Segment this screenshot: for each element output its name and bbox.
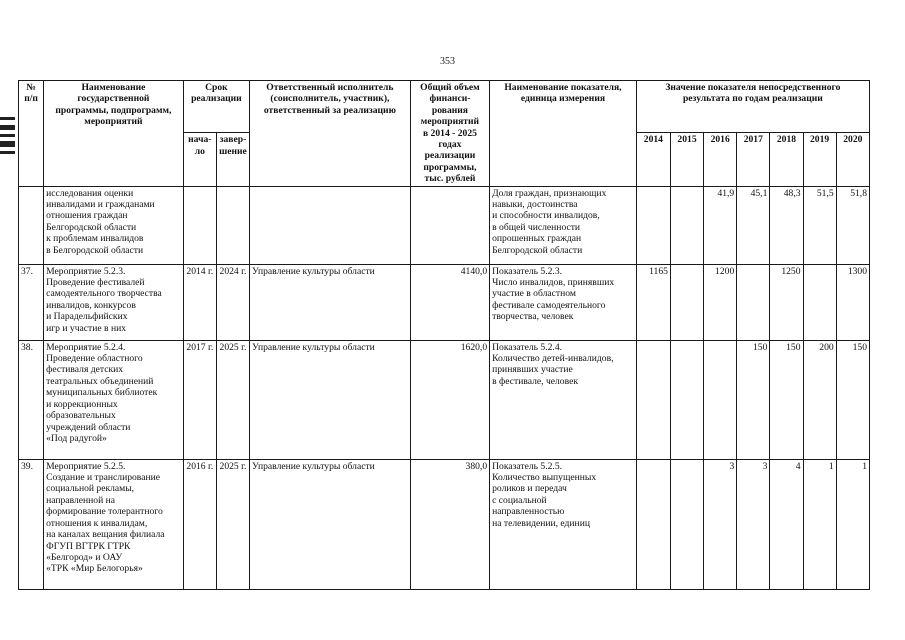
row-name: Мероприятие 5.2.5. Создание и транслирование социальной рекламы, направленной на формирование толерантного отношения к инвалидам, на каналах вещания филиала ФГУП ВГТРК ГТРК «Белгород» и ОАУ «ТРК «Мир Белогорья» — [44, 459, 184, 589]
row-value: 41,9 — [704, 186, 737, 264]
header-row-main — [19, 81, 870, 133]
row-indicator: Доля граждан, признающих навыки, достоинства и способности инвалидов, в общей численности опрошенных граждан Белгородской области — [490, 186, 637, 264]
row-name: Мероприятие 5.2.4. Проведение областного фестиваля детских театральных объединений муниципальных библиотек и коррекционных образовательных учреждений области «Под радугой» — [44, 340, 184, 459]
row-executor: Управление культуры области — [250, 459, 411, 589]
row-value — [704, 340, 737, 459]
col-header-year: 2015 — [670, 133, 703, 186]
col-header-volume: Общий объем финанси- рования мероприятий в 2014 - 2025 годах реализации программы, тыс. рублей — [410, 81, 489, 187]
row-number — [19, 186, 44, 264]
col-header-year: 2018 — [770, 133, 803, 186]
row-value: 150 — [770, 340, 803, 459]
row-indicator: Показатель 5.2.4. Количество детей-инвалидов, принявших участие в фестивале, человек — [490, 340, 637, 459]
row-indicator: Показатель 5.2.3. Число инвалидов, принявших участие в областном фестивале самодеятельного творчества, человек — [490, 264, 637, 340]
row-value — [670, 459, 703, 589]
row-end: 2025 г. — [216, 340, 249, 459]
col-header-start: нача- ло — [183, 133, 216, 186]
row-volume: 1620,0 — [410, 340, 489, 459]
row-end: 2024 г. — [216, 264, 249, 340]
table-row — [19, 186, 870, 264]
row-value: 48,3 — [770, 186, 803, 264]
col-header-year: 2019 — [803, 133, 836, 186]
row-name: исследования оценки инвалидами и гражданами отношения граждан Белгородской области к проблемам инвалидов в Белгородской области — [44, 186, 184, 264]
row-value: 51,8 — [836, 186, 869, 264]
row-value: 51,5 — [803, 186, 836, 264]
row-value — [636, 340, 670, 459]
col-header-term: Срок реализации — [183, 81, 249, 133]
row-executor — [250, 186, 411, 264]
row-value: 3 — [704, 459, 737, 589]
row-value: 3 — [737, 459, 770, 589]
col-header-executor: Ответственный исполнитель (соисполнитель, участник), ответственный за реализацию — [250, 81, 411, 187]
row-end: 2025 г. — [216, 459, 249, 589]
row-value — [737, 264, 770, 340]
row-start: 2014 г. — [183, 264, 216, 340]
row-end — [216, 186, 249, 264]
row-value: 1200 — [704, 264, 737, 340]
row-value: 1165 — [636, 264, 670, 340]
row-value — [670, 340, 703, 459]
col-header-end: завер- шение — [216, 133, 249, 186]
row-value: 4 — [770, 459, 803, 589]
row-value — [670, 186, 703, 264]
col-header-year: 2014 — [636, 133, 670, 186]
row-value: 150 — [836, 340, 869, 459]
row-volume: 4140,0 — [410, 264, 489, 340]
row-value: 1250 — [770, 264, 803, 340]
row-value — [636, 459, 670, 589]
table-row — [19, 459, 870, 589]
row-number: 37. — [19, 264, 44, 340]
row-executor: Управление культуры области — [250, 340, 411, 459]
row-start — [183, 186, 216, 264]
row-value: 1 — [836, 459, 869, 589]
row-number: 39. — [19, 459, 44, 589]
col-header-year: 2016 — [704, 133, 737, 186]
row-value: 1300 — [836, 264, 869, 340]
row-name: Мероприятие 5.2.3. Проведение фестивалей самодеятельного творчества инвалидов, конкурсов и Парадельфийских игр и участие в них — [44, 264, 184, 340]
program-table — [18, 80, 870, 590]
table-row — [19, 264, 870, 340]
row-indicator: Показатель 5.2.5. Количество выпущенных роликов и передач с социальной направленностью на телевидении, единиц — [490, 459, 637, 589]
row-volume — [410, 186, 489, 264]
table-row — [19, 340, 870, 459]
scan-edge-marks — [0, 117, 15, 157]
col-header-num: № п/п — [19, 81, 44, 187]
row-volume: 380,0 — [410, 459, 489, 589]
row-start: 2017 г. — [183, 340, 216, 459]
col-header-year: 2017 — [737, 133, 770, 186]
col-header-name: Наименование государственной программы, подпрограмм, мероприятий — [44, 81, 184, 187]
col-header-indicator: Наименование показателя, единица измерения — [490, 81, 637, 187]
row-value — [670, 264, 703, 340]
row-value — [803, 264, 836, 340]
row-start: 2016 г. — [183, 459, 216, 589]
row-value: 200 — [803, 340, 836, 459]
col-header-year: 2020 — [836, 133, 869, 186]
row-value: 150 — [737, 340, 770, 459]
row-value: 1 — [803, 459, 836, 589]
col-header-values-group: Значение показателя непосредственного результата по годам реализации — [636, 81, 869, 133]
row-number: 38. — [19, 340, 44, 459]
row-executor: Управление культуры области — [250, 264, 411, 340]
row-value — [636, 186, 670, 264]
row-value: 45,1 — [737, 186, 770, 264]
page-number: 353 — [440, 56, 455, 67]
